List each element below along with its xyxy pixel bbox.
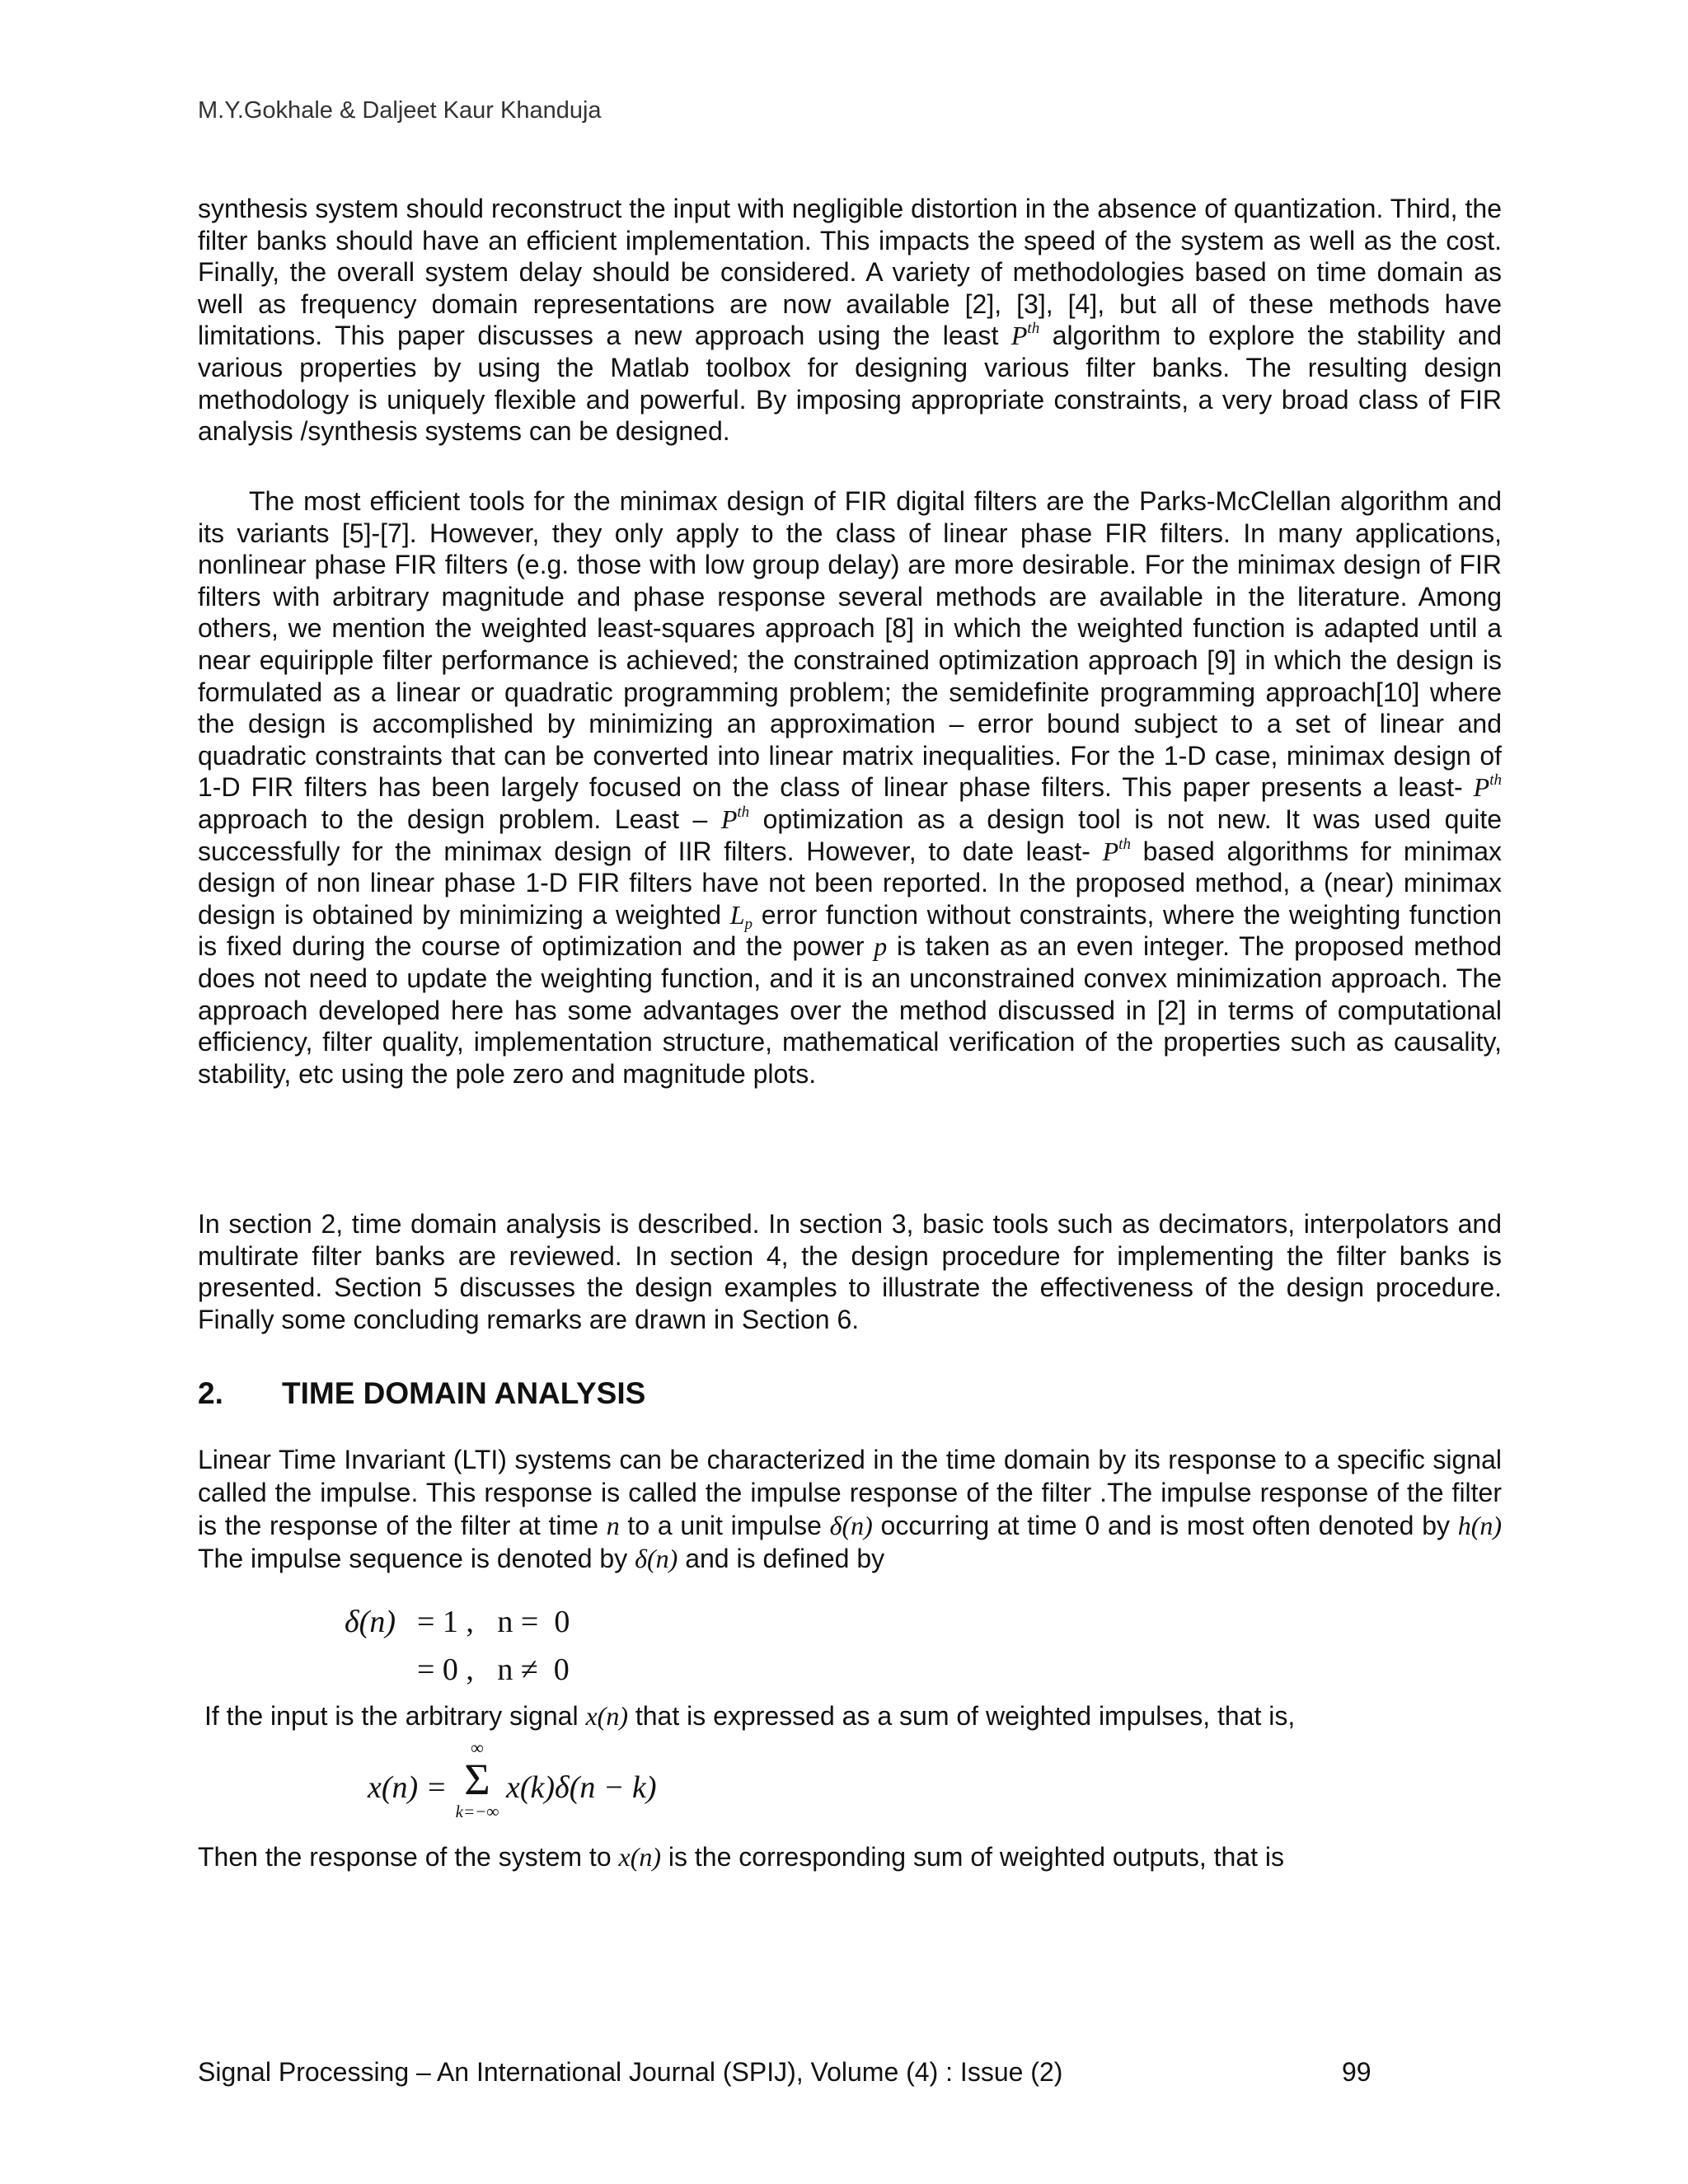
paragraph-4-text-e: and is defined by [678, 1544, 885, 1573]
summation-lower-limit: k=−∞ [455, 1802, 499, 1821]
p-symbol: p [874, 931, 888, 962]
paragraph-2-text-e: error function without constraints, where the weighting function is fixed during the course of optimization and the power [198, 899, 1503, 962]
l-p-symbol: $L_p$ [729, 899, 753, 933]
paragraph-1-text-b: algorithm to explore the stability and various properties by using the Matlab toolbox for designing various filter banks. The resulting design methodology is uniquely flexible and powerful. By imposing appropriate constraints, a very broad class of FIR analysis /synthesis systems can be designed. [198, 321, 1503, 447]
paragraph-2 [198, 485, 1502, 1090]
paragraph-2-text-f: is taken as an even integer. The proposed method does not need to update the weighting function, and it is an unconstrained convex minimization approach. The approach developed here has some advantages over the method discussed in [2] in terms of computational efficiency, filter quality, implementation structure, mathematical verification of the properties such as causality, stability, etc using the pole zero and magnitude plots. [198, 931, 1503, 1089]
summation-upper-limit: ∞ [471, 1737, 484, 1758]
paragraph-5-text-a: If the input is the arbitrary signal [204, 1701, 586, 1731]
p-th-symbol: $P^{th}$ [1102, 835, 1131, 866]
paragraph-4-text-d: The impulse sequence is denoted by [198, 1544, 635, 1573]
paragraph-3 [198, 1208, 1502, 1335]
paragraph-2-text-a: The most efficient tools for the minimax design of FIR digital filters are the Parks-McClellan algorithm and its variants [5]-[7]. However, they only apply to the class of linear phase FIR filters. In many applications, nonlinear phase FIR filters (e.g. those with low group delay) are more desirable. For the minimax design of FIR filters with arbitrary magnitude and phase response several methods are available in the literature. Among others, we mention the weighted least-squares approach [8] in which the weighted function is adapted until a near equiripple filter performance is achieved; the constrained optimization approach [9] in which the design is formulated as a linear or quadratic programming problem; the semidefinite programming approach[10] where the design is accomplished by minimizing an approximation – error bound subject to a set of linear and quadratic constraints that can be converted into linear matrix inequalities. For the 1-D case, minimax design of 1-D FIR filters has been largely focused on the class of linear phase filters. This paper presents a least- [198, 486, 1502, 803]
paragraph-5-text-b: that is expressed as a sum of weighted impulses, that is, [627, 1701, 1296, 1731]
equation-impulse-lhs: δ(n) [345, 1605, 396, 1639]
p-th-symbol: $P^{th}$ [1473, 771, 1502, 803]
delta-n-symbol: δ(n) [829, 1511, 873, 1540]
paragraph-4 [198, 1443, 1502, 1575]
section-number: 2. [198, 1376, 223, 1410]
footer-journal: Signal Processing – An International Journal (SPIJ), Volume (4) : Issue (2) [198, 2057, 1063, 2087]
paragraph-6-text-b: is the corresponding sum of weighted outputs, that is [661, 1842, 1284, 1872]
equation-impulse-line-2: = 0 , n ≠ 0 [417, 1652, 570, 1687]
paragraph-1-text-a: synthesis system should reconstruct the input with negligible distortion in the absence of quantization. Third, the filter banks should have an efficient implementation. This impacts the speed of the system as well as the cost. Finally, the overall system delay should be considered. A variety of methodologies based on time domain as well as frequency domain representations are now available [2], [3], [4], but all of these methods have limitations. This paper discusses a new approach using the least [198, 194, 1502, 351]
x-n-symbol: x(n) [585, 1701, 628, 1731]
section-heading [198, 1376, 645, 1411]
delta-n-symbol: δ(n) [635, 1544, 678, 1573]
summation-symbol [448, 1739, 506, 1821]
x-n-symbol: x(n) [618, 1842, 662, 1872]
paragraph-6 [198, 1841, 1502, 1873]
paragraph-4-text-a: Linear Time Invariant (LTI) systems can be characterized in the time domain by its response to a specific signal called the impulse. This response is called the impulse response of the filter .The impulse response of the filter is the response of the filter at time [198, 1445, 1502, 1540]
paragraph-3-text: In section 2, time domain analysis is described. In section 3, basic tools such as decimators, interpolators and multirate filter banks are reviewed. In section 4, the design procedure for implementing the filter banks is presented. Section 5 discusses the design examples to illustrate the effectiveness of the design procedure. Finally some concluding remarks are drawn in Section 6. [198, 1209, 1502, 1334]
n-symbol: n [606, 1511, 620, 1540]
paragraph-1 [198, 193, 1502, 448]
paragraph-4-text-b: to a unit impulse [619, 1511, 830, 1540]
running-header-authors: M.Y.Gokhale & Daljeet Kaur Khanduja [198, 97, 602, 124]
paragraph-2-text-c: optimization as a design tool is not new. It was used quite successfully for the minimax design of IIR filters. However, to date least- [198, 804, 1503, 866]
equation-sum-lhs: x(n) = [368, 1770, 448, 1805]
paragraph-5 [204, 1700, 1508, 1732]
p-th-symbol: $P^{th}$ [1010, 320, 1040, 351]
p-th-symbol: $P^{th}$ [720, 803, 750, 834]
sigma-symbol: Σ [464, 1755, 490, 1804]
h-n-symbol: h(n) [1457, 1511, 1503, 1540]
paragraph-2-text-d: based algorithms for minimax design of non linear phase 1-D FIR filters have not been reported. In the proposed method, a (near) minimax design is obtained by minimizing a weighted [198, 836, 1502, 930]
equation-impulse-line-1: = 1 , n = 0 [417, 1605, 570, 1639]
footer-page-number: 99 [1342, 2057, 1372, 2087]
paragraph-4-text-c: occurring at time 0 and is most often denoted by [872, 1511, 1458, 1540]
equation-sum-rhs: x(k)δ(n − k) [506, 1770, 657, 1805]
paragraph-6-text-a: Then the response of the system to [198, 1842, 619, 1872]
paragraph-2-text-b: approach to the design problem. Least – [198, 804, 721, 834]
section-title: TIME DOMAIN ANALYSIS [282, 1376, 646, 1410]
